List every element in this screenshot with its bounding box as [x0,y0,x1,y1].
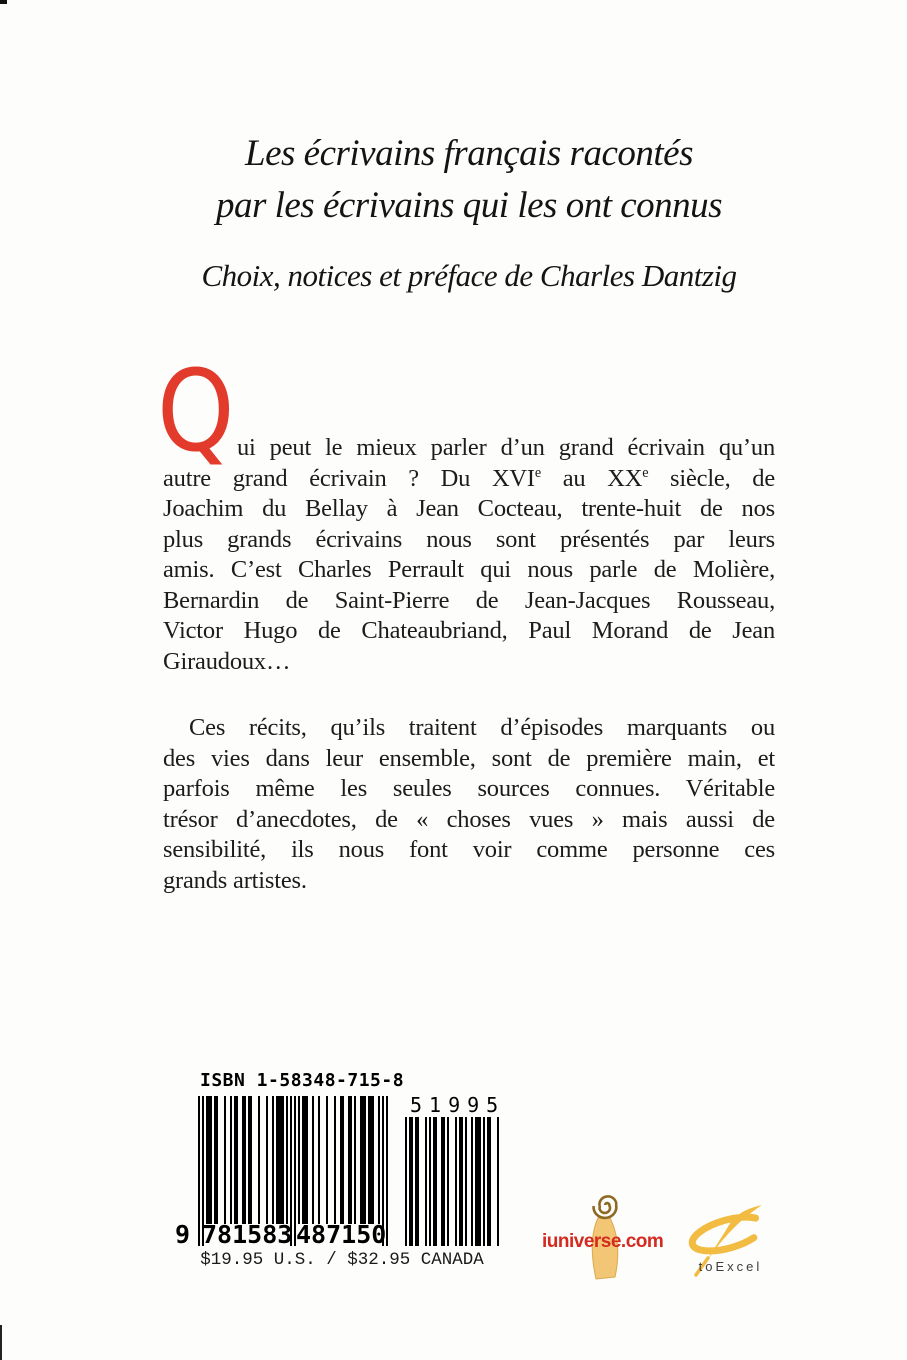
superscript-e: e [642,464,649,481]
body-paragraph-2 [163,713,775,896]
body-line: grands artistes. [163,866,307,894]
book-title [163,128,775,232]
spiral-icon [594,1196,617,1218]
isbn-label: ISBN 1-58348-715-8 [200,1070,405,1091]
body-line: Ces récits, qu’ils traitent d’épisodes marquants ou [189,714,775,741]
body-line: amis. C’est Charles Perrault qui nous parle de Molière, [163,556,775,583]
body-line: Joachim du Bellay à Jean Cocteau, trente-huit de nos [163,495,775,522]
barcode-digit-first: 9 [175,1220,191,1249]
body-text-segment: au XX [541,464,643,492]
body-line: Giraudoux… [163,647,291,675]
body-line: ui peut le mieux parler d’un grand écrivain qu’un [237,434,775,461]
price-label: $19.95 U.S. / $32.95 CANADA [200,1250,484,1270]
iuniverse-wordmark: iuniverse.com [542,1231,664,1252]
body-line: plus grands écrivains nous sont présentés par leurs [163,525,775,553]
body-text-segment: autre grand écrivain ? Du XVI [163,464,535,492]
toexcel-logo [683,1196,778,1278]
body-line: Bernardin de Saint-Pierre de Jean-Jacques Rousseau, [163,586,775,614]
body-line: trésor d’anecdotes, de « choses vues » mais aussi de [163,805,775,833]
body-line: Victor Hugo de Chateaubriand, Paul Morand de Jean [163,617,775,644]
scan-artifact [0,0,7,4]
barcode-supplement-digits: 51995 [410,1093,506,1117]
body-line: des vies dans leur ensemble, sont de première main, et [163,744,775,772]
body-paragraph-1 [163,433,775,677]
dropcap-letter-q: Q [157,347,235,477]
body-text-segment: siècle, de [648,464,775,492]
book-subtitle: Choix, notices et préface de Charles Dantzig [201,258,737,293]
book-title-line2: par les écrivains qui les ont connus [215,185,723,226]
book-title-line1: Les écrivains français racontés [245,133,693,174]
toexcel-wordmark: toExcel [698,1259,763,1274]
scan-artifact [0,1325,2,1360]
ean5-supplement-barcode [405,1117,499,1246]
body-line: sensibilité, ils nous font voir comme personne ces [163,836,775,863]
barcode-digits-right: 487150 [296,1220,387,1249]
iuniverse-logo [540,1180,700,1295]
barcode-digits-left: 781583 [202,1220,293,1249]
superscript-e: e [534,464,541,481]
body-line [163,464,775,495]
body-line: parfois même les seules sources connues. Véritable [163,775,775,802]
